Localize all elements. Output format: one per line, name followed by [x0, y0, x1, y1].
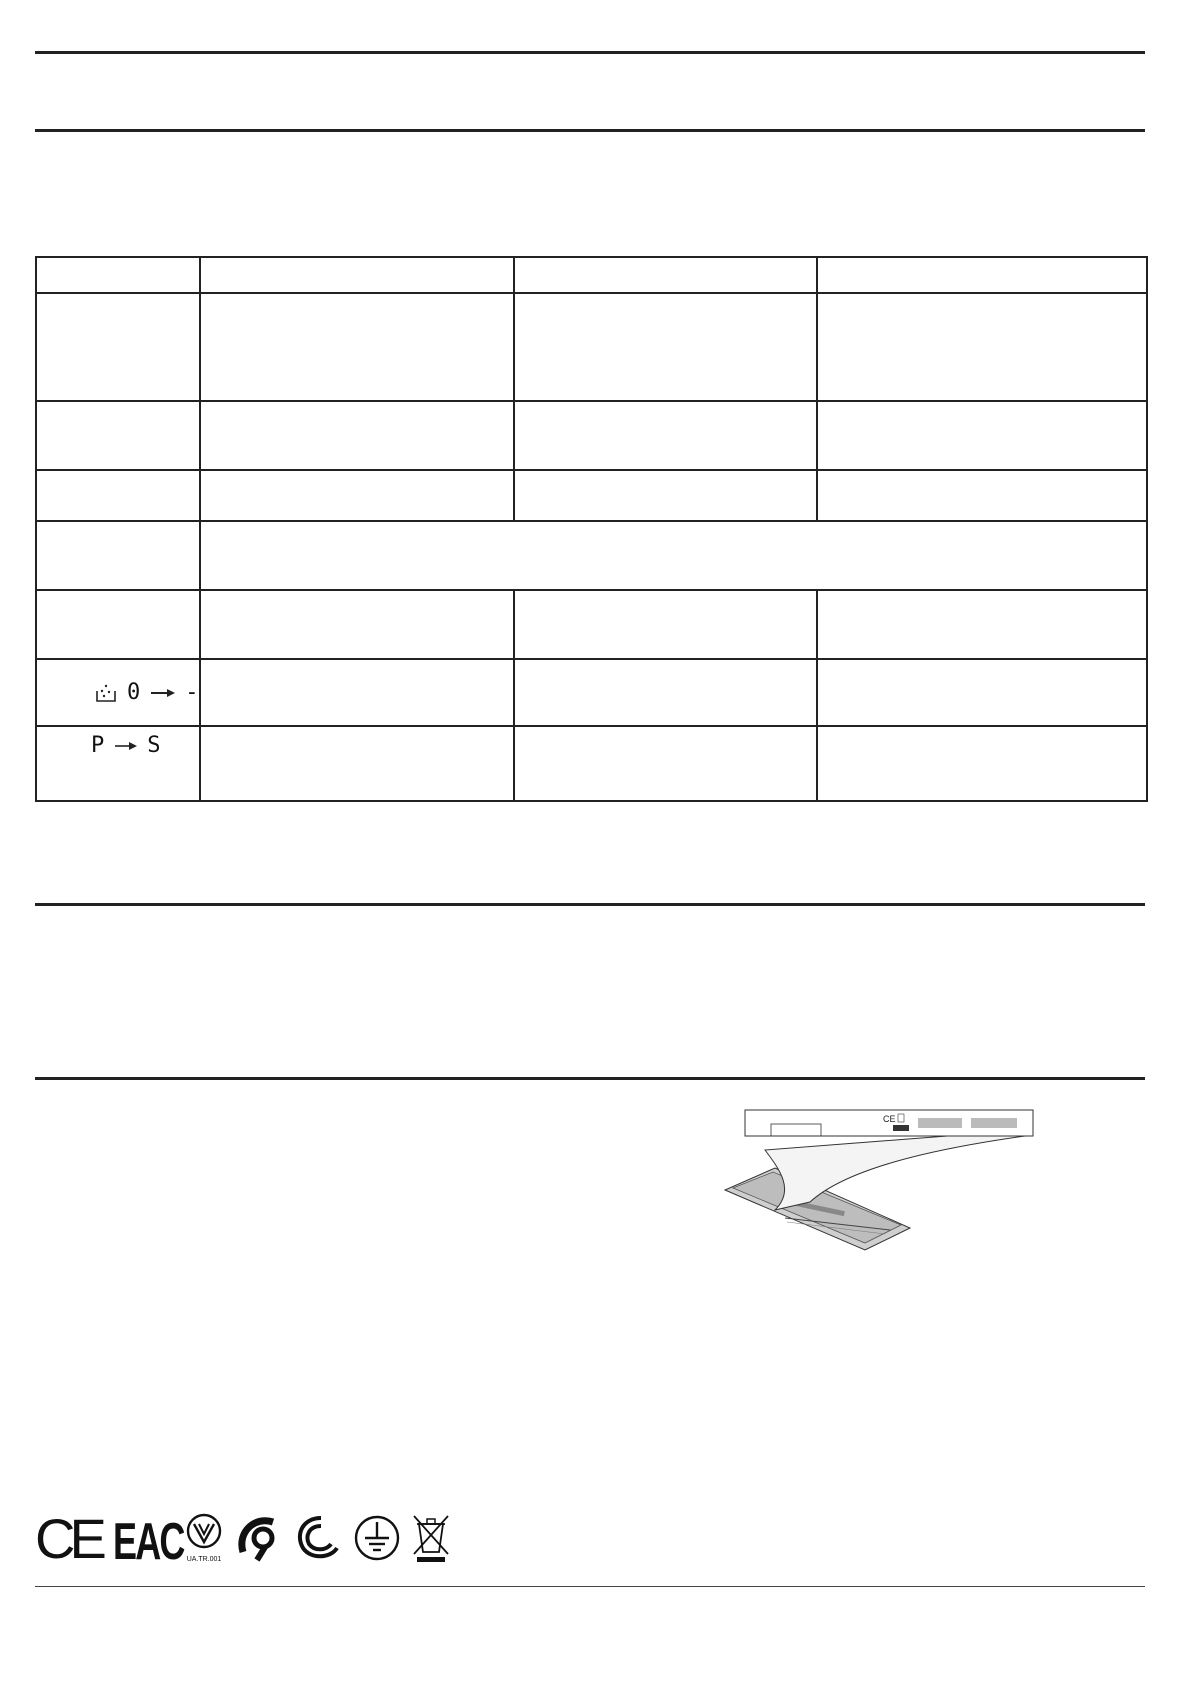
table-cell [514, 470, 817, 521]
table-cell [514, 257, 817, 293]
ua-conformity-icon [181, 1512, 227, 1564]
table-cell-merged [200, 521, 1147, 590]
table-cell-symbol [36, 659, 200, 726]
eac-mark-icon [113, 1512, 184, 1571]
table-cell [36, 470, 200, 521]
salt-zero-dash-symbol [95, 680, 200, 705]
table-row [36, 659, 1147, 726]
section-rule-1 [35, 51, 1145, 54]
section-rule-4 [35, 1077, 1145, 1080]
table-cell [36, 401, 200, 470]
s-digit: S [147, 733, 162, 758]
table-row [36, 726, 1147, 801]
table-row [36, 590, 1147, 659]
table-cell [817, 590, 1147, 659]
table-cell [36, 521, 200, 590]
table-cell [200, 293, 514, 401]
table-header-row [36, 257, 1147, 293]
table-cell [817, 293, 1147, 401]
grounding-mark-icon [351, 1512, 403, 1564]
table-cell [514, 659, 817, 726]
svg-text:EAC: EAC [113, 1513, 184, 1571]
weee-bin-icon [411, 1512, 451, 1564]
zero-digit: 0 [127, 680, 142, 705]
safety-mark-icon [235, 1512, 283, 1564]
emc-mark-icon [291, 1512, 343, 1564]
table-cell [36, 590, 200, 659]
table-row [36, 401, 1147, 470]
table-cell [200, 659, 514, 726]
table-cell [200, 590, 514, 659]
table-cell [514, 726, 817, 801]
table-cell [200, 401, 514, 470]
table-cell-symbol [36, 726, 200, 801]
arrow-right-icon [151, 688, 175, 698]
dash-digit: - [185, 680, 200, 705]
plate-ce-mark: CE [883, 1114, 896, 1124]
table-row [36, 293, 1147, 401]
section-rule-2 [35, 129, 1145, 132]
troubleshooting-table [35, 256, 1148, 802]
table-cell [514, 590, 817, 659]
table-cell [200, 726, 514, 801]
table-cell [200, 470, 514, 521]
table-row [36, 470, 1147, 521]
table-cell [36, 257, 200, 293]
p-to-s-symbol [91, 733, 162, 758]
table-cell [817, 470, 1147, 521]
table-row [36, 521, 1147, 590]
section-rule-3 [35, 903, 1145, 906]
certification-marks [35, 1507, 451, 1571]
table-cell [514, 293, 817, 401]
salt-icon [95, 683, 117, 703]
rating-plate-illustration [725, 1110, 1035, 1250]
arrow-right-icon [115, 741, 137, 751]
ce-mark-icon [35, 1507, 105, 1570]
table-cell [36, 293, 200, 401]
table-cell [200, 257, 514, 293]
table-cell [817, 257, 1147, 293]
p-digit: P [91, 733, 106, 758]
footer-rule [35, 1586, 1145, 1587]
table-cell [817, 726, 1147, 801]
table-cell [817, 401, 1147, 470]
svg-text:UA.TR.001: UA.TR.001 [186, 1556, 222, 1563]
table-cell [817, 659, 1147, 726]
svg-text:CE: CE [35, 1507, 101, 1570]
table-cell [514, 401, 817, 470]
